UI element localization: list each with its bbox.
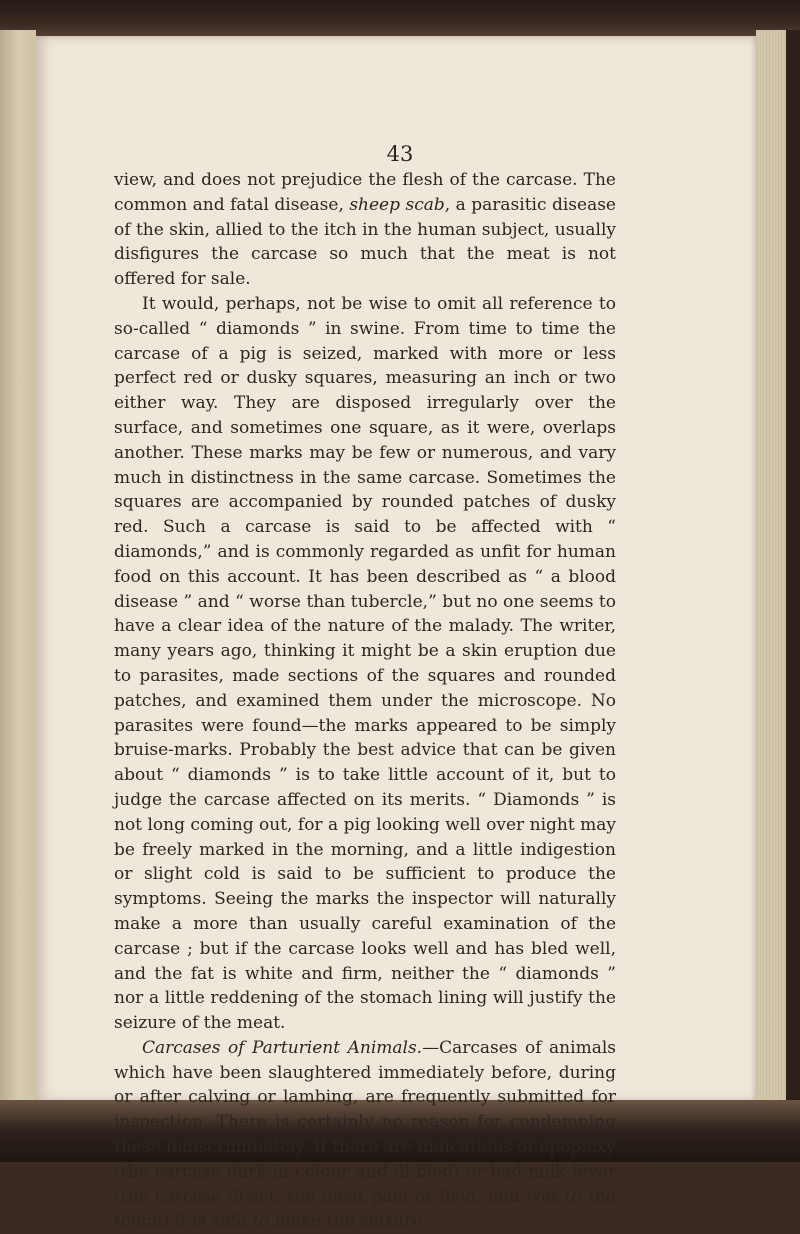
book-cover-right bbox=[786, 30, 800, 1110]
facing-page-edge bbox=[0, 30, 36, 1110]
paragraph-1-start: view, and does not prejudice the flesh of the carcase. The common and fatal disease, bbox=[114, 170, 616, 215]
paragraph-1-end: , a parasitic disease of the skin, allied to the itch in the human subject, usually disfigures the carcase so much that the meat is not offered for sale. bbox=[114, 194, 616, 290]
paragraph-1-italic-term: sheep scab bbox=[349, 194, 445, 215]
book-cover-top bbox=[0, 0, 800, 40]
paragraph-3-text: —Carcases of animals which have been slaughtered immediately before, during or after calving or lambing, are frequently submitted for inspection. There is certainly no reason for condemning these indiscriminately. If there are indications of apoplexy (the carcase dark in colour and ill-bled) or bad milk fever (the carcase ill-set, the meat pale or livid, and wet to the touch) it is safe to make the seizure. bbox=[114, 1037, 616, 1232]
section-heading-parturient: Carcases of Parturient Animals. bbox=[142, 1037, 423, 1058]
page-stack-edge bbox=[756, 30, 786, 1110]
page-number: 43 bbox=[386, 142, 414, 166]
paragraph-1 bbox=[114, 168, 616, 292]
paragraph-2: It would, perhaps, not be wise to omit all reference to so-called “ diamonds ” in swine. From time to time the carcase of a pig is seized, marked with more or less perfect red or dusky squares, measuring an inch or two either way. They are disposed irregularly over the surface, and sometimes one square, as it were, overlaps another. These marks may be few or numerous, and vary much in distinctness in the same carcase. Sometimes the squares are accompanied by rounded patches of dusky red. Such a carcase is said to be affected with “ diamonds,” and is commonly regarded as unfit for human food on this account. It has been described as “ a blood disease ” and “ worse than tubercle,” but no one seems to have a clear idea of the nature of the malady. The writer, many years ago, thinking it might be a skin eruption due to parasites, made sections of the squares and rounded patches, and examined them under the microscope. No parasites were found—the marks appeared to be simply bruise-marks. Probably the best advice that can be given about “ diamonds ” is to take little account of it, but to judge the carcase affected on its merits. “ Diamonds ” is not long coming out, for a pig looking well over night may be freely marked in the morning, and a little indigestion or slight cold is said to be sufficient to produce the symptoms. Seeing the marks the inspector will naturally make a more than usually careful examination of the carcase ; but if the carcase looks well and has bled well, and the fat is white and firm, neither the “ diamonds ” nor a little reddening of the stomach lining will justify the seizure of the meat. bbox=[114, 293, 616, 1034]
paragraph-3 bbox=[114, 1036, 616, 1234]
body-text bbox=[114, 168, 616, 1234]
